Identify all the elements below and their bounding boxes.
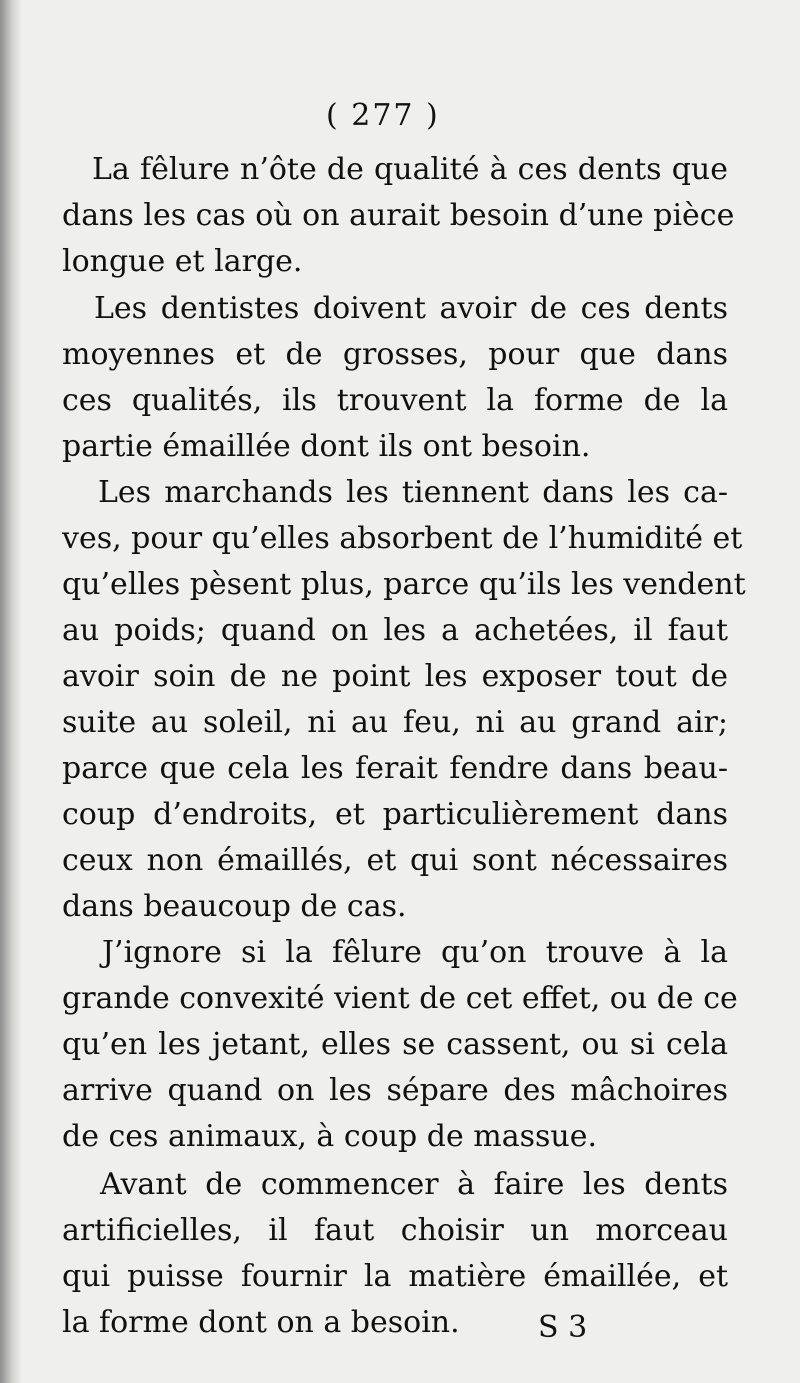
text-line: qu’elles pèsent plus, parce qu’ils les vendent [62, 567, 746, 602]
text-line: qu’en les jetant, elles se cassent, ou si cela [62, 1027, 728, 1062]
text-line: ceux non émaillés, et qui sont nécessaires [62, 843, 728, 878]
text-line: ves, pour qu’elles absorbent de l’humidité et [62, 521, 743, 556]
text-line: de ces animaux, à coup de massue. [62, 1119, 598, 1154]
text-line: arrive quand on les sépare des mâchoires [62, 1073, 728, 1108]
text-line: avoir soin de ne point les exposer tout de [62, 659, 728, 694]
text-line: artificielles, il faut choisir un morceau [62, 1213, 728, 1248]
text-line: qui puisse fournir la matière émaillée, et [62, 1259, 728, 1294]
text-line: coup d’endroits, et particulièrement dans [62, 797, 728, 832]
text-line: Les marchands les tiennent dans les ca- [98, 475, 728, 510]
text-line: longue et large. [62, 244, 303, 279]
signature-mark: S 3 [538, 1310, 588, 1345]
text-line: la forme dont on a besoin. [62, 1305, 460, 1340]
text-line: ces qualités, ils trouvent la forme de la [62, 383, 728, 418]
text-line: parce que cela les ferait fendre dans beau- [62, 751, 728, 786]
text-line: suite au soleil, ni au feu, ni au grand air; [62, 705, 728, 740]
page-binding-edge [0, 0, 22, 1383]
text-line: dans beaucoup de cas. [62, 889, 407, 924]
text-line: partie émaillée dont ils ont besoin. [62, 429, 591, 464]
text-line: au poids; quand on les a achetées, il faut [62, 613, 728, 648]
page-number: ( 277 ) [326, 98, 440, 133]
text-line: Les dentistes doivent avoir de ces dents [94, 291, 728, 326]
text-line: moyennes et de grosses, pour que dans [62, 337, 728, 372]
text-line: La fêlure n’ôte de qualité à ces dents que [92, 152, 728, 187]
text-line: dans les cas où on aurait besoin d’une pièce [62, 198, 735, 233]
text-line: J’ignore si la fêlure qu’on trouve à la [102, 935, 728, 970]
text-line: Avant de commencer à faire les dents [100, 1167, 728, 1202]
text-line: grande convexité vient de cet effet, ou de ce [62, 981, 738, 1016]
